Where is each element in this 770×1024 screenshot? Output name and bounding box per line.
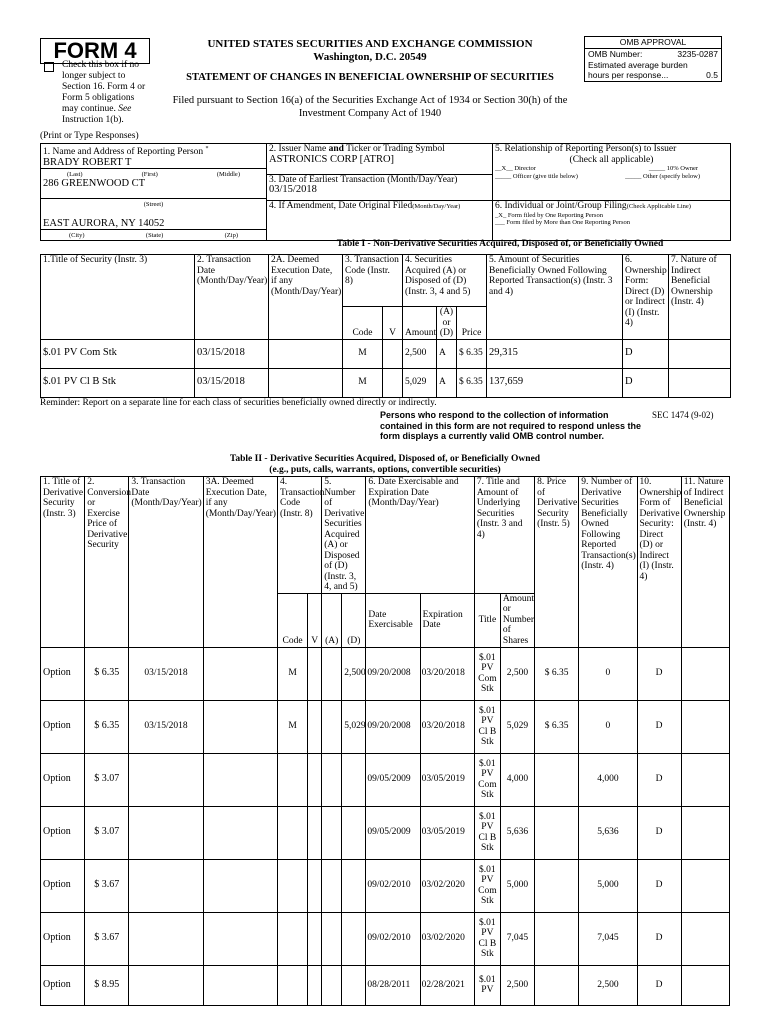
t2-price: $ 3.67 — [85, 912, 129, 965]
t2-sub-code: Code — [278, 593, 308, 647]
t2-deemed — [203, 647, 277, 700]
t2-date — [129, 912, 203, 965]
t2-header-code: 4. Transaction Code (Instr. 8) — [278, 477, 322, 594]
t1-nature — [669, 339, 731, 368]
t2-owned: 2,500 — [579, 965, 637, 1005]
t2-underlying-amount: 5,029 — [500, 700, 534, 753]
t1-v — [383, 368, 403, 397]
t1-sub-aord: (A) or (D) — [437, 307, 457, 340]
t2-form: D — [637, 753, 681, 806]
agency-heading — [160, 38, 580, 64]
t2-sub-d: (D) — [342, 593, 366, 647]
t2-header-deriv-price: 8. Price of Derivative Security (Instr. 5) — [535, 477, 579, 648]
t2-d: 5,029 — [342, 700, 366, 753]
t1-header-owned: 5. Amount of Securities Beneficially Owned Following Reported Transaction(s) (Instr. 3 and 4) — [487, 255, 623, 340]
omb-title: OMB APPROVAL — [585, 37, 721, 49]
t2-header-number: 5. Number of Derivative Securities Acquired (A) or Disposed of (D) (Instr. 3, 4, and 5) — [322, 477, 366, 594]
issuer-value[interactable]: ASTRONICS CORP [ATRO] — [269, 153, 395, 165]
table-row — [41, 647, 730, 700]
filing-more-option[interactable]: ___ Form filed by More than One Reporting Person — [495, 219, 631, 227]
t2-sub-v: V — [308, 593, 322, 647]
t2-d — [342, 859, 366, 912]
t2-d — [342, 806, 366, 859]
t2-exercisable: 09/05/2009 — [366, 753, 420, 806]
omb-hours-label: hours per response... — [588, 70, 669, 80]
t2-v — [308, 965, 322, 1005]
no-longer-subject-checkbox[interactable] — [44, 62, 54, 72]
reporting-person-city[interactable]: EAST AURORA, NY 14052 — [43, 217, 165, 229]
t2-expiration: 03/02/2020 — [420, 912, 474, 965]
see-text: See — [118, 104, 132, 114]
reporting-person-street[interactable]: 286 GREENWOOD CT — [43, 177, 146, 189]
t2-nature — [681, 965, 729, 1005]
t2-deemed — [203, 912, 277, 965]
agency-name: UNITED STATES SECURITIES AND EXCHANGE COMMISSION — [207, 38, 533, 50]
t2-sub-date-exercisable: Date Exercisable — [366, 593, 420, 647]
t2-expiration: 03/02/2020 — [420, 859, 474, 912]
t2-underlying-title: $.01 PV Com Stk — [474, 647, 500, 700]
t1-sub-v: V — [383, 307, 403, 340]
t2-underlying-amount: 2,500 — [500, 647, 534, 700]
t2-date — [129, 965, 203, 1005]
t2-owned: 5,000 — [579, 859, 637, 912]
t2-underlying-title: $.01 PV — [474, 965, 500, 1005]
t1-nature — [669, 368, 731, 397]
t2-title: Option — [41, 912, 85, 965]
t2-v — [308, 859, 322, 912]
table-row — [41, 368, 731, 397]
reporting-person-name[interactable]: BRADY ROBERT T — [43, 156, 132, 168]
relationship-label: 5. Relationship of Reporting Person(s) to Issuer — [495, 144, 677, 154]
middle-label: (Middle) — [216, 171, 240, 179]
t2-underlying-amount: 2,500 — [500, 965, 534, 1005]
reporting-info-table — [40, 143, 731, 241]
t2-code — [278, 806, 308, 859]
amendment-hint: (Month/Day/Year) — [412, 203, 461, 211]
ten-pct-owner-option[interactable]: _____ 10% Owner — [648, 165, 698, 172]
t2-a — [322, 700, 342, 753]
t2-deemed — [203, 859, 277, 912]
other-option[interactable]: _____ Other (specify below) — [625, 172, 700, 180]
t2-date — [129, 753, 203, 806]
t1-owned: 137,659 — [487, 368, 623, 397]
t2-underlying-amount: 5,636 — [500, 806, 534, 859]
amendment-cell — [267, 201, 493, 241]
t2-deemed — [203, 806, 277, 859]
t2-a — [322, 859, 342, 912]
t1-deemed — [269, 368, 343, 397]
t1-aord: A — [437, 368, 457, 397]
footnote-mark: * — [205, 146, 209, 152]
relationship-cell — [493, 144, 731, 201]
t1-owned: 29,315 — [487, 339, 623, 368]
t2-title: Option — [41, 700, 85, 753]
checkbox-instructions — [62, 60, 150, 126]
earliest-transaction-date[interactable]: 03/15/2018 — [269, 184, 317, 196]
t1-price: $ 6.35 — [457, 339, 487, 368]
t2-deemed — [203, 965, 277, 1005]
statement-title: STATEMENT OF CHANGES IN BENEFICIAL OWNERSHIP OF SECURITIES — [186, 72, 554, 83]
t2-price: $ 3.07 — [85, 753, 129, 806]
t2-deriv-price — [535, 806, 579, 859]
t2-header-underlying: 7. Title and Amount of Underlying Securities (Instr. 3 and 4) — [474, 477, 534, 594]
city-label: (City) — [69, 232, 85, 240]
t2-header-form: 10. Ownership Form of Derivative Security: Direct (D) or Indirect (I) (Instr. 4) — [637, 477, 681, 648]
t2-code — [278, 912, 308, 965]
table-row — [41, 700, 730, 753]
t2-exercisable: 09/02/2010 — [366, 912, 420, 965]
persons-notice: Persons who respond to the collection of information contained in this form are not required to respond unless the form displays a currently valid OMB control number. — [380, 410, 642, 441]
t2-deriv-price — [535, 859, 579, 912]
t2-header-title: 1. Title of Derivative Security (Instr. 3) — [41, 477, 85, 648]
t2-v — [308, 647, 322, 700]
t2-header-conversion: 2. Conversion or Exercise Price of Derivative Security — [85, 477, 129, 648]
table2-title-line1: Table II - Derivative Securities Acquired, Disposed of, or Beneficially Owned — [229, 454, 541, 464]
t2-price: $ 8.95 — [85, 965, 129, 1005]
t2-d — [342, 965, 366, 1005]
t2-a — [322, 647, 342, 700]
t2-header-owned: 9. Number of Derivative Securities Beneficially Owned Following Reported Transaction(s) (Instr. 4) — [579, 477, 637, 648]
t2-a — [322, 965, 342, 1005]
t2-expiration: 03/20/2018 — [420, 700, 474, 753]
t1-sub-amount: Amount — [403, 307, 437, 340]
t2-exercisable: 09/20/2008 — [366, 647, 420, 700]
t2-form: D — [637, 859, 681, 912]
t2-title: Option — [41, 806, 85, 859]
t2-sub-expiration: Expiration Date — [420, 593, 474, 647]
t2-d — [342, 753, 366, 806]
t2-title: Option — [41, 859, 85, 912]
table1-title: Table I - Non-Derivative Securities Acquired, Disposed of, or Beneficially Owned — [336, 239, 664, 249]
director-option[interactable]: __X__ Director — [495, 165, 536, 172]
t2-underlying-title: $.01 PV Cl B Stk — [474, 806, 500, 859]
t1-amount: 2,500 — [403, 339, 437, 368]
t2-underlying-title: $.01 PV Cl B Stk — [474, 912, 500, 965]
t1-header-code: 3. Transaction Code (Instr. 8) — [343, 255, 403, 307]
t1-price: $ 6.35 — [457, 368, 487, 397]
t2-date: 03/15/2018 — [129, 700, 203, 753]
t2-header-date: 3. Transaction Date (Month/Day/Year) — [129, 477, 203, 648]
print-note: (Print or Type Responses) — [40, 131, 139, 141]
t2-nature — [681, 806, 729, 859]
t2-underlying-title: $.01 PV Com Stk — [474, 753, 500, 806]
agency-location: Washington, D.C. 20549 — [313, 51, 427, 63]
t1-header-acquired: 4. Securities Acquired (A) or Disposed of (D) (Instr. 3, 4 and 5) — [403, 255, 487, 307]
t2-header-nature: 11. Nature of Indirect Beneficial Ownership (Instr. 4) — [681, 477, 729, 648]
t1-amount: 5,029 — [403, 368, 437, 397]
t2-owned: 0 — [579, 647, 637, 700]
t2-expiration: 03/05/2019 — [420, 806, 474, 859]
table-row — [41, 339, 731, 368]
t2-nature — [681, 647, 729, 700]
reporting-person-cell — [41, 144, 267, 241]
t2-form: D — [637, 912, 681, 965]
table-row — [41, 806, 730, 859]
t2-date: 03/15/2018 — [129, 647, 203, 700]
t1-title: $.01 PV Com Stk — [41, 339, 195, 368]
t2-expiration: 03/05/2019 — [420, 753, 474, 806]
table-row — [41, 859, 730, 912]
t2-header-deemed: 3A. Deemed Execution Date, if any (Month/Day/Year) — [203, 477, 277, 648]
reporting-person-label: 1. Name and Address of Reporting Person — [43, 147, 204, 158]
t1-sub-price: Price — [457, 307, 487, 340]
table2 — [40, 476, 730, 1006]
table2-title-line2: (e.g., puts, calls, warrants, options, convertible securities) — [269, 465, 501, 475]
t2-date — [129, 859, 203, 912]
issuer-label-post: Ticker or Trading Symbol — [346, 144, 445, 154]
t2-code: M — [278, 700, 308, 753]
omb-burden-label: Estimated average burden — [588, 59, 688, 70]
t2-v — [308, 912, 322, 965]
t2-date — [129, 806, 203, 859]
t2-a — [322, 753, 342, 806]
t2-deriv-price — [535, 965, 579, 1005]
t2-deemed — [203, 753, 277, 806]
reminder-text: Reminder: Report on a separate line for each class of securities beneficially owned directly or indirectly. — [40, 398, 437, 408]
t2-v — [308, 700, 322, 753]
t2-deriv-price — [535, 753, 579, 806]
t2-code — [278, 859, 308, 912]
t2-sub-amount-shares: Amount or Number of Shares — [500, 593, 534, 647]
issuer-cell — [267, 144, 493, 175]
t1-date: 03/15/2018 — [195, 368, 269, 397]
filing-one-option[interactable]: _X_ Form filed by One Reporting Person — [495, 211, 603, 219]
t2-owned: 5,636 — [579, 806, 637, 859]
first-label: (First) — [141, 171, 158, 179]
last-label: (Last) — [67, 171, 83, 179]
t2-deemed — [203, 700, 277, 753]
amendment-label: 4. If Amendment, Date Original Filed — [269, 201, 413, 212]
t2-sub-title: Title — [474, 593, 500, 647]
t2-code — [278, 965, 308, 1005]
sec-code: SEC 1474 (9-02) — [652, 410, 714, 420]
t2-owned: 0 — [579, 700, 637, 753]
omb-hours-value: 0.5 — [706, 70, 718, 80]
t1-code: M — [343, 339, 383, 368]
issuer-label-and: and — [328, 144, 344, 154]
omb-number-label: OMB Number: — [588, 49, 643, 59]
t1-header-title: 1.Title of Security (Instr. 3) — [41, 255, 195, 340]
t1-form: D — [623, 368, 669, 397]
earliest-transaction-label: 3. Date of Earliest Transaction (Month/Day/Year) — [269, 174, 458, 185]
t2-underlying-amount: 7,045 — [500, 912, 534, 965]
zip-label: (Zip) — [224, 232, 238, 240]
issuer-label-pre: 2. Issuer Name — [269, 144, 327, 154]
t2-code: M — [278, 647, 308, 700]
checkbox-text: Check this box if no longer subject to Section 16. Form 4 or Form 5 obligations may continue. — [62, 60, 146, 114]
t2-price: $ 3.07 — [85, 806, 129, 859]
t2-nature — [681, 859, 729, 912]
t2-v — [308, 806, 322, 859]
t2-form: D — [637, 806, 681, 859]
table2-title — [40, 454, 730, 476]
t2-price: $ 6.35 — [85, 700, 129, 753]
state-label: (State) — [145, 232, 164, 240]
t2-exercisable: 09/05/2009 — [366, 806, 420, 859]
t1-title: $.01 PV Cl B Stk — [41, 368, 195, 397]
t2-nature — [681, 912, 729, 965]
t2-sub-a: (A) — [322, 593, 342, 647]
form-title: FORM 4 — [40, 38, 150, 64]
instruction-text: Instruction 1(b). — [62, 115, 124, 125]
t2-form: D — [637, 965, 681, 1005]
t2-title: Option — [41, 753, 85, 806]
table-row — [41, 965, 730, 1005]
t1-date: 03/15/2018 — [195, 339, 269, 368]
filing-label: 6. Individual or Joint/Group Filing — [495, 201, 627, 212]
t2-owned: 7,045 — [579, 912, 637, 965]
table-row — [41, 912, 730, 965]
t2-code — [278, 753, 308, 806]
t2-exercisable: 08/28/2011 — [366, 965, 420, 1005]
filing-hint: (Check Applicable Line) — [626, 203, 691, 211]
t2-v — [308, 753, 322, 806]
t1-form: D — [623, 339, 669, 368]
t2-exercisable: 09/20/2008 — [366, 700, 420, 753]
t2-a — [322, 912, 342, 965]
t2-a — [322, 806, 342, 859]
t2-nature — [681, 700, 729, 753]
t1-header-nature: 7. Nature of Indirect Beneficial Ownership (Instr. 4) — [669, 255, 731, 340]
street-label: (Street) — [41, 198, 266, 209]
t1-header-date: 2. Transaction Date (Month/Day/Year) — [195, 255, 269, 340]
t1-header-deemed: 2A. Deemed Execution Date, if any (Month/Day/Year) — [269, 255, 343, 340]
omb-number-value: 3235-0287 — [677, 49, 718, 59]
t2-d: 2,500 — [342, 647, 366, 700]
t2-nature — [681, 753, 729, 806]
table-row — [41, 753, 730, 806]
t1-code: M — [343, 368, 383, 397]
officer-option[interactable]: _____ Officer (give title below) — [495, 172, 578, 180]
t1-deemed — [269, 339, 343, 368]
t2-form: D — [637, 647, 681, 700]
t2-underlying-title: $.01 PV Com Stk — [474, 859, 500, 912]
t2-underlying-amount: 4,000 — [500, 753, 534, 806]
t2-expiration: 02/28/2021 — [420, 965, 474, 1005]
t2-deriv-price — [535, 912, 579, 965]
t2-exercisable: 09/02/2010 — [366, 859, 420, 912]
filing-cell — [493, 201, 731, 241]
t2-deriv-price: $ 6.35 — [535, 700, 579, 753]
t2-header-exercisable: 6. Date Exercisable and Expiration Date (Month/Day/Year) — [366, 477, 474, 594]
t2-d — [342, 912, 366, 965]
omb-approval-box — [584, 36, 722, 82]
earliest-transaction-cell — [267, 174, 493, 200]
t2-form: D — [637, 700, 681, 753]
t1-aord: A — [437, 339, 457, 368]
filed-pursuant-text: Filed pursuant to Section 16(a) of the Securities Exchange Act of 1934 or Section 30(h) of the Investment Company Act of 1940 — [172, 95, 568, 119]
t2-price: $ 6.35 — [85, 647, 129, 700]
t1-sub-code: Code — [343, 307, 383, 340]
table1 — [40, 254, 731, 398]
t2-underlying-title: $.01 PV Cl B Stk — [474, 700, 500, 753]
t2-deriv-price: $ 6.35 — [535, 647, 579, 700]
t2-expiration: 03/20/2018 — [420, 647, 474, 700]
t2-title: Option — [41, 647, 85, 700]
t2-owned: 4,000 — [579, 753, 637, 806]
t1-v — [383, 339, 403, 368]
t1-header-form: 6. Ownership Form: Direct (D) or Indirect (I) (Instr. 4) — [623, 255, 669, 340]
t2-underlying-amount: 5,000 — [500, 859, 534, 912]
t2-price: $ 3.67 — [85, 859, 129, 912]
t2-title: Option — [41, 965, 85, 1005]
relationship-sub: (Check all applicable) — [569, 154, 654, 165]
